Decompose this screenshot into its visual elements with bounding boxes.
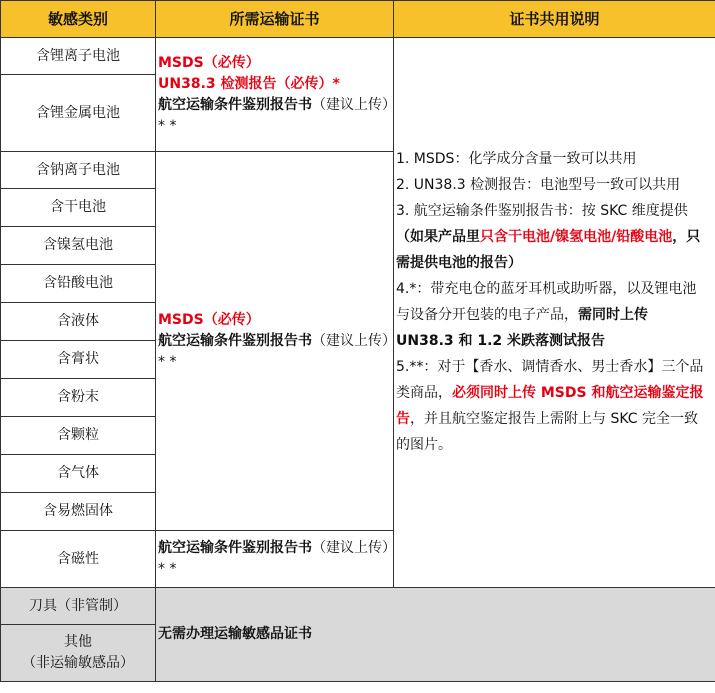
- note-3-detail: [396, 224, 709, 276]
- header-row: [1, 1, 715, 38]
- note-5-b: ，并且航空鉴定报告上需附上与 SKC 完全一致的图片。: [396, 411, 698, 453]
- category-cell: 含颗粒: [1, 417, 156, 455]
- note-4-b: 需同时上传 UN38.3 和 1.2 米跌落测试报告: [396, 307, 648, 349]
- cert-air-label: 航空运输条件鉴别报告书: [158, 540, 312, 556]
- note-3-detail-a: （如果产品里: [396, 229, 480, 245]
- cert-msds: MSDS（必传）: [158, 311, 260, 328]
- cert-cell-battery: [156, 38, 394, 152]
- cert-air-label: 航空运输条件鉴别报告书: [158, 332, 312, 349]
- header-category: 敏感类别: [1, 1, 156, 38]
- category-cell-other: [1, 625, 156, 682]
- note-1: 1. MSDS：化学成分含量一致可以共用: [396, 151, 637, 167]
- cert-air-suffix: （建议上传）* *: [158, 96, 389, 134]
- category-cell: 刀具（非管制）: [1, 588, 156, 625]
- table-row: [1, 588, 715, 625]
- category-cell: 含液体: [1, 303, 156, 341]
- cert-cell-magnetic: [156, 531, 394, 588]
- cert-air-suffix: （建议上传）* *: [158, 540, 389, 577]
- other-line1: 其他: [64, 634, 92, 650]
- category-cell: 含铅酸电池: [1, 265, 156, 303]
- category-cell: 含膏状: [1, 341, 156, 379]
- cert-cell-general: [156, 152, 394, 531]
- category-cell: 含易燃固体: [1, 493, 156, 531]
- header-sharing-notes: 证书共用说明: [394, 1, 715, 38]
- note-3-detail-b: ，只需提供电池的报告）: [396, 229, 701, 271]
- notes-block: [396, 38, 709, 458]
- category-cell: 含镍氢电池: [1, 227, 156, 265]
- table-row: [1, 38, 715, 75]
- category-cell: 含粉末: [1, 379, 156, 417]
- note-2: 2. UN38.3 检测报告：电池型号一致可以共用: [396, 177, 681, 193]
- header-certificates: 所需运输证书: [156, 1, 394, 38]
- note-5-red: 必须同时上传 MSDS 和航空运输鉴定报告: [396, 385, 704, 427]
- note-5: [396, 354, 709, 458]
- cert-air-suffix: （建议上传）* *: [158, 332, 389, 370]
- note-3: 3. 航空运输条件鉴别报告书：按 SKC 维度提供: [396, 203, 688, 219]
- cert-air-label: 航空运输条件鉴别报告书: [158, 96, 312, 113]
- note-4-a: 4.*：带充电仓的蓝牙耳机或助听器，以及锂电池与设备分开包装的电子产品，: [396, 281, 697, 323]
- category-cell: 含钠离子电池: [1, 152, 156, 189]
- note-5-a: 5.**：对于【香水、调情香水、男士香水】三个品类商品，: [396, 359, 704, 401]
- other-line2: （非运输敏感品）: [22, 655, 134, 671]
- cert-air-transport: [158, 95, 389, 137]
- category-cell: 含锂金属电池: [1, 75, 156, 152]
- note-3-detail-red: 只含干电池/镍氢电池/铅酸电池: [480, 229, 673, 245]
- notes-cell: [394, 38, 715, 588]
- category-cell: 含气体: [1, 455, 156, 493]
- note-4: [396, 276, 709, 354]
- category-cell: 含干电池: [1, 189, 156, 227]
- category-cell: 含锂离子电池: [1, 38, 156, 75]
- category-cell: 含磁性: [1, 531, 156, 588]
- cert-un383: UN38.3 检测报告（必传）*: [158, 75, 340, 92]
- cert-air-transport: [158, 538, 389, 580]
- cert-msds: MSDS（必传）: [158, 54, 260, 71]
- cert-none-cell: 无需办理运输敏感品证书: [156, 588, 715, 682]
- cert-air-transport: [158, 331, 389, 373]
